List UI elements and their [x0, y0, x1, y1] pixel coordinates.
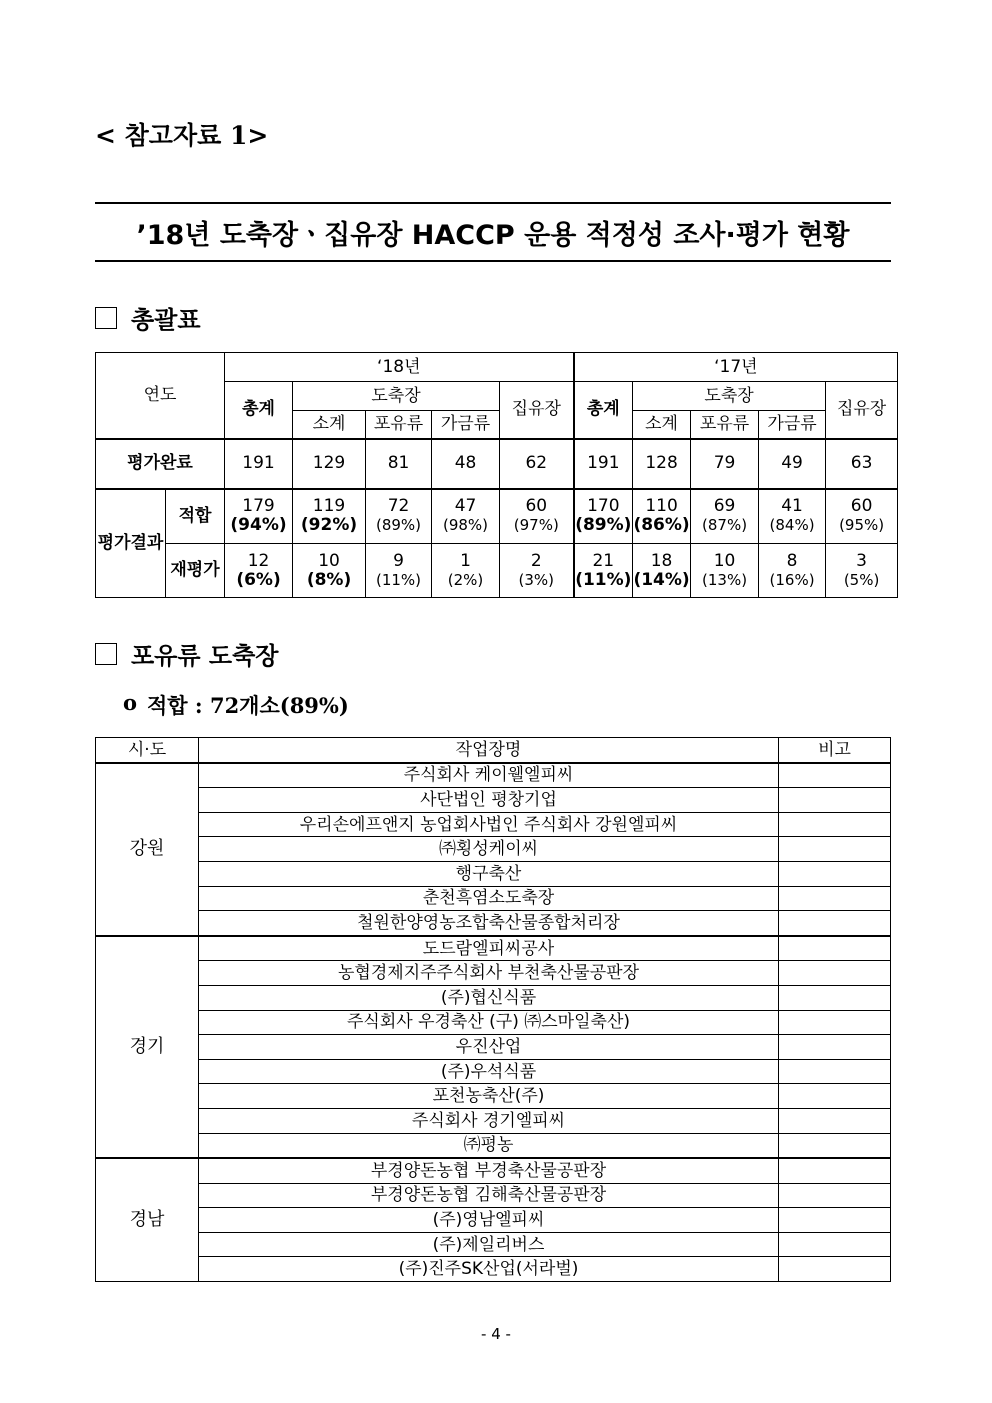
summary-value-cell: [826, 439, 898, 489]
summary-value: 179: [242, 496, 275, 517]
summary-value: 110: [645, 496, 678, 517]
facility-name-cell: 행구축산: [199, 861, 779, 886]
note-cell: [779, 936, 891, 961]
summary-value: 18: [650, 550, 673, 571]
table-row: [96, 1257, 891, 1282]
summary-value: 10: [318, 550, 340, 571]
summary-value-cell: [432, 439, 500, 489]
summary-percent: (11%): [375, 570, 422, 589]
eval-done-label: 평가완료: [96, 439, 225, 489]
summary-value: 129: [312, 453, 346, 473]
note-cell: [779, 1084, 891, 1109]
table-row: [96, 936, 891, 961]
summary-value-cell: [500, 439, 574, 489]
summary-percent: (5%): [843, 570, 880, 589]
summary-value: 69: [713, 496, 736, 517]
summary-value-cell: [293, 489, 366, 544]
note-cell: [779, 886, 891, 911]
summary-value: 47: [454, 496, 477, 517]
summary-value: 63: [850, 453, 873, 473]
summary-value-cell: [759, 489, 826, 544]
main-title: [95, 202, 891, 262]
facility-name-cell: (주)우석식품: [199, 1059, 779, 1084]
note-column-header: 비고: [779, 738, 891, 763]
summary-value-cell: [574, 439, 633, 489]
note-cell: [779, 1158, 891, 1183]
facility-name-cell: 포천농축산(주): [199, 1084, 779, 1109]
table-row: [96, 886, 891, 911]
summary-value: 119: [312, 496, 346, 517]
summary-value: 2: [530, 550, 542, 571]
table-row: [96, 985, 891, 1010]
table-row: [96, 1108, 891, 1133]
table-row: [96, 1035, 891, 1060]
facility-name-cell: (주)영남엘피씨: [199, 1208, 779, 1233]
section-mammal-heading: [95, 636, 278, 671]
summary-percent: (92%): [300, 515, 358, 536]
region-cell: 경기: [96, 936, 199, 1158]
facility-name-cell: 주식회사 우경축산 (구) ㈜스마일축산): [199, 1010, 779, 1035]
summary-value: 9: [393, 550, 404, 571]
summary-value: 128: [645, 453, 678, 473]
table-row: [96, 788, 891, 813]
checkbox-square-icon: [95, 307, 117, 329]
table-row: [96, 911, 891, 936]
facility-name-cell: 도드람엘피씨공사: [199, 936, 779, 961]
summary-value: 49: [781, 453, 803, 473]
table-row: [96, 1084, 891, 1109]
year-17-header: ‘17년: [574, 353, 898, 382]
summary-value-cell: [500, 489, 574, 544]
facility-name-cell: 철원한양영농조합축산물종합처리장: [199, 911, 779, 936]
slaughter-header-17: 도축장: [633, 382, 826, 411]
pass-subheading: [123, 690, 349, 720]
summary-value-cell: [633, 544, 691, 598]
summary-value: 191: [587, 453, 620, 473]
summary-value-cell: [574, 544, 633, 598]
facility-name-cell: (주)제일리버스: [199, 1232, 779, 1257]
table-row: [96, 1183, 891, 1208]
facility-name-cell: ㈜횡성케이씨: [199, 837, 779, 862]
summary-percent: (84%): [769, 516, 815, 535]
summary-value: 62: [525, 453, 548, 473]
summary-value-cell: [691, 544, 759, 598]
summary-value: 21: [592, 550, 615, 571]
summary-value: 60: [525, 496, 548, 517]
summary-percent: (16%): [769, 570, 815, 589]
summary-value: 170: [587, 496, 620, 517]
note-cell: [779, 1059, 891, 1084]
main-title-text: ’18년 도축장ㆍ집유장 HACCP 운용 적정성 조사·평가 현황: [136, 219, 850, 251]
facility-list-table: [95, 737, 891, 1282]
summary-value: 10: [713, 550, 736, 571]
eval-result-label: 평가결과: [96, 489, 166, 598]
summary-percent: (89%): [375, 516, 422, 535]
summary-value-cell: [826, 544, 898, 598]
summary-value: 79: [713, 453, 736, 473]
table-row: [96, 1010, 891, 1035]
facility-name-cell: 주식회사 경기엘피씨: [199, 1108, 779, 1133]
note-cell: [779, 1257, 891, 1282]
poultry-header-17: 가금류: [759, 411, 826, 439]
facility-name-cell: ㈜평농: [199, 1133, 779, 1158]
total-header-17: 총계: [574, 382, 633, 439]
facility-name-cell: 춘천흑염소도축장: [199, 886, 779, 911]
milk-header-18: 집유장: [500, 382, 574, 439]
summary-percent: (2%): [447, 570, 484, 589]
pass-subheading-text: 적합 : 72개소(89%): [147, 693, 349, 718]
table-row: [96, 1133, 891, 1158]
table-row: [96, 1208, 891, 1233]
summary-value-cell: [633, 489, 691, 544]
note-cell: [779, 1133, 891, 1158]
summary-value-cell: [225, 439, 293, 489]
note-cell: [779, 911, 891, 936]
facility-name-cell: 우진산업: [199, 1035, 779, 1060]
table-row: [96, 837, 891, 862]
summary-value-cell: [500, 544, 574, 598]
summary-value-cell: [366, 489, 432, 544]
summary-percent: (6%): [236, 569, 281, 590]
facility-name-cell: 사단법인 평창기업: [199, 788, 779, 813]
summary-percent: (11%): [575, 569, 632, 590]
summary-value: 60: [850, 496, 873, 517]
note-cell: [779, 961, 891, 986]
page-number: - 4 -: [481, 1325, 511, 1343]
facility-name-cell: (주)진주SK산업(서라벌): [199, 1257, 779, 1282]
note-cell: [779, 1183, 891, 1208]
name-column-header: 작업장명: [199, 738, 779, 763]
summary-value-cell: [633, 439, 691, 489]
pass-label: 적합: [166, 489, 225, 544]
summary-percent: (98%): [442, 516, 489, 535]
table-row: [96, 1158, 891, 1183]
table-row: [96, 1059, 891, 1084]
summary-value-cell: [574, 489, 633, 544]
reeval-label: 재평가: [166, 544, 225, 598]
summary-value: 12: [247, 550, 270, 571]
reference-title: < 참고자료 1>: [95, 121, 269, 150]
summary-value-cell: [225, 544, 293, 598]
note-cell: [779, 837, 891, 862]
subtotal-header-18: 소계: [293, 411, 366, 439]
summary-percent: (97%): [513, 516, 559, 535]
mammal-header-18: 포유류: [366, 411, 432, 439]
summary-value-cell: [366, 439, 432, 489]
summary-value: 1: [460, 550, 471, 571]
bullet-icon: o: [123, 690, 138, 715]
summary-value: 191: [242, 453, 275, 473]
region-cell: 강원: [96, 763, 199, 936]
mammal-header-17: 포유류: [691, 411, 759, 439]
summary-value: 8: [786, 550, 798, 571]
section-mammal-title: 포유류 도축장: [131, 641, 279, 670]
summary-percent: (94%): [230, 515, 287, 536]
summary-value: 3: [856, 550, 867, 571]
summary-value-cell: [293, 439, 366, 489]
summary-percent: (86%): [633, 515, 690, 536]
summary-percent: (3%): [518, 570, 555, 589]
table-row: [96, 812, 891, 837]
facility-name-cell: 부경양돈농협 부경축산물공판장: [199, 1158, 779, 1183]
summary-value: 72: [387, 496, 410, 517]
note-cell: [779, 985, 891, 1010]
facility-name-cell: (주)협신식품: [199, 985, 779, 1010]
summary-value: 41: [781, 496, 803, 517]
summary-percent: (95%): [839, 516, 885, 535]
year-18-header: ‘18년: [225, 353, 574, 382]
section-summary-title: 총괄표: [131, 305, 201, 334]
facility-name-cell: 우리손에프앤지 농업회사법인 주식회사 강원엘피씨: [199, 812, 779, 837]
subtotal-header-17: 소계: [633, 411, 691, 439]
summary-percent: (87%): [702, 516, 748, 535]
table-row: [96, 961, 891, 986]
summary-value-cell: [826, 489, 898, 544]
summary-value-cell: [432, 544, 500, 598]
note-cell: [779, 1208, 891, 1233]
note-cell: [779, 1010, 891, 1035]
region-column-header: 시·도: [96, 738, 199, 763]
summary-value-cell: [691, 439, 759, 489]
summary-value-cell: [759, 544, 826, 598]
summary-value-cell: [432, 489, 500, 544]
region-cell: 경남: [96, 1158, 199, 1281]
note-cell: [779, 1232, 891, 1257]
facility-name-cell: 농협경제지주주식회사 부천축산물공판장: [199, 961, 779, 986]
note-cell: [779, 861, 891, 886]
note-cell: [779, 1035, 891, 1060]
summary-value-cell: [366, 544, 432, 598]
total-header-18: 총계: [225, 382, 293, 439]
summary-percent: (89%): [575, 515, 632, 536]
summary-percent: (8%): [306, 569, 352, 590]
summary-value-cell: [225, 489, 293, 544]
table-row: [96, 861, 891, 886]
summary-value-cell: [293, 544, 366, 598]
note-cell: [779, 1108, 891, 1133]
note-cell: [779, 812, 891, 837]
summary-value-cell: [691, 489, 759, 544]
summary-percent: (14%): [633, 569, 690, 590]
year-header: 연도: [96, 353, 225, 439]
slaughter-header-18: 도축장: [293, 382, 500, 411]
facility-name-cell: 부경양돈농협 김해축산물공판장: [199, 1183, 779, 1208]
section-summary-heading: [95, 300, 201, 335]
milk-header-17: 집유장: [826, 382, 898, 439]
summary-value: 81: [387, 453, 410, 473]
note-cell: [779, 763, 891, 788]
checkbox-square-icon: [95, 643, 117, 665]
note-cell: [779, 788, 891, 813]
table-row: [96, 1232, 891, 1257]
facility-name-cell: 주식회사 케이웰엘피씨: [199, 763, 779, 788]
summary-value-cell: [759, 439, 826, 489]
summary-percent: (13%): [702, 570, 748, 589]
summary-value: 48: [454, 453, 477, 473]
summary-table: [95, 352, 898, 598]
poultry-header-18: 가금류: [432, 411, 500, 439]
table-row: [96, 763, 891, 788]
